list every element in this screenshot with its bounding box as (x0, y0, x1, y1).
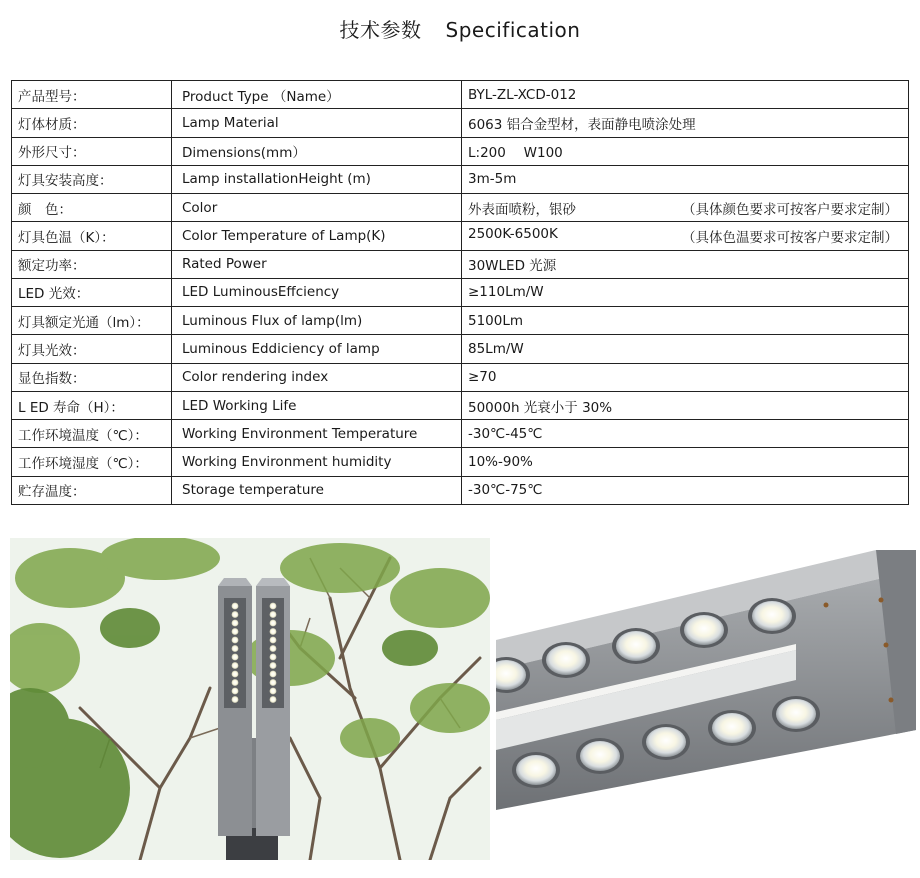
led-module-illustration (496, 550, 916, 810)
led-lens-icon (512, 752, 560, 788)
spec-value-cell (462, 194, 909, 222)
spec-row (12, 194, 909, 222)
spec-label-en: Luminous Eddiciency of lamp (172, 335, 462, 363)
spec-value-cell (462, 476, 909, 504)
spec-value: 10%-90% (468, 454, 533, 471)
spec-label-cn: 灯体材质： (12, 109, 172, 137)
spec-label-cn: 外形尺寸： (12, 137, 172, 165)
spec-value-cell (462, 165, 909, 193)
spec-label-en: LED Working Life (172, 391, 462, 419)
spec-label-en: Luminous Flux of lamp(lm) (172, 307, 462, 335)
led-module-closeup (496, 550, 916, 810)
spec-label-en: LED LuminousEffciency (172, 278, 462, 306)
led-lens-icon (642, 724, 690, 760)
spec-row (12, 250, 909, 278)
spec-label-cn: 产品型号： (12, 81, 172, 109)
spec-value-cell (462, 391, 909, 419)
spec-value: 50000h 光衰小于 30% (468, 399, 613, 416)
spec-value: -30℃-45℃ (468, 425, 543, 442)
led-lens-icon (612, 628, 660, 664)
spec-label-cn: 工作环境温度（℃）： (12, 420, 172, 448)
spec-value-cell (462, 109, 909, 137)
spec-label-cn: 工作环境湿度（℃）： (12, 448, 172, 476)
spec-label-cn: 灯具色温（K）： (12, 222, 172, 250)
spec-value: 2500K-6500K (468, 225, 558, 242)
spec-label-cn: 灯具额定光通（lm）： (12, 307, 172, 335)
led-icon (232, 620, 239, 627)
spec-label-cn: LED 光效： (12, 278, 172, 306)
spec-row (12, 448, 909, 476)
spec-value: ≥70 (468, 369, 497, 386)
spec-row (12, 363, 909, 391)
spec-value: 5100Lm (468, 312, 524, 329)
led-icon (270, 645, 277, 652)
spec-value: ≥110Lm/W (468, 284, 544, 301)
led-icon (232, 654, 239, 661)
spec-note: （具体色温要求可按客户要求定制） (682, 229, 898, 246)
led-icon (232, 611, 239, 618)
led-icon (232, 679, 239, 686)
spec-label-en: Working Environment Temperature (172, 420, 462, 448)
spec-value-cell (462, 278, 909, 306)
led-icon (232, 637, 239, 644)
spec-label-cn: 额定功率： (12, 250, 172, 278)
spec-label-en: Lamp Material (172, 109, 462, 137)
spec-value: 30WLED 光源 (468, 258, 557, 275)
spec-row (12, 165, 909, 193)
spec-row (12, 476, 909, 504)
spec-row (12, 391, 909, 419)
lamp-pole-illustration (10, 538, 490, 860)
spec-label-cn: 颜 色： (12, 194, 172, 222)
spec-label-cn: 灯具光效： (12, 335, 172, 363)
spec-value-cell (462, 307, 909, 335)
led-lens-icon (708, 710, 756, 746)
spec-row (12, 109, 909, 137)
spec-label-cn: 显色指数： (12, 363, 172, 391)
led-lens-icon (542, 642, 590, 678)
spec-row (12, 420, 909, 448)
spec-label-en: Storage temperature (172, 476, 462, 504)
led-icon (270, 654, 277, 661)
led-icon (270, 696, 277, 703)
led-icon (232, 645, 239, 652)
led-icon (270, 620, 277, 627)
title-cn: 技术参数 (339, 18, 422, 42)
spec-row (12, 81, 909, 109)
spec-row (12, 335, 909, 363)
spec-value-cell (462, 222, 909, 250)
spec-label-cn: L ED 寿命（H）： (12, 391, 172, 419)
spec-row (12, 222, 909, 250)
led-icon (270, 611, 277, 618)
lamp-pole-photo (10, 538, 490, 860)
title-en: Specification (445, 18, 581, 42)
spec-value-cell (462, 363, 909, 391)
spec-value: BYL-ZL-XCD-012 (468, 86, 577, 103)
led-lens-icon (680, 612, 728, 648)
spec-value-cell (462, 137, 909, 165)
spec-value-cell (462, 420, 909, 448)
spec-row (12, 137, 909, 165)
led-icon (270, 688, 277, 695)
led-icon (270, 671, 277, 678)
page-title (0, 14, 920, 43)
spec-table-body (12, 81, 909, 505)
led-icon (270, 603, 277, 610)
spec-label-en: Color rendering index (172, 363, 462, 391)
led-lens-icon (576, 738, 624, 774)
spec-label-cn: 灯具安装高度： (12, 165, 172, 193)
spec-row (12, 307, 909, 335)
spec-note: （具体颜色要求可按客户要求定制） (682, 201, 898, 218)
led-lens-icon (748, 598, 796, 634)
spec-value: 外表面喷粉，银砂 (468, 201, 576, 218)
led-icon (232, 662, 239, 669)
spec-label-en: Dimensions(mm） (172, 137, 462, 165)
led-icon (232, 603, 239, 610)
spec-row (12, 278, 909, 306)
spec-value-cell (462, 81, 909, 109)
spec-value-cell (462, 250, 909, 278)
led-icon (232, 688, 239, 695)
led-icon (232, 628, 239, 635)
led-icon (232, 696, 239, 703)
spec-value: 3m-5m (468, 171, 517, 188)
spec-label-en: Color Temperature of Lamp(K) (172, 222, 462, 250)
spec-label-en: Product Type （Name） (172, 81, 462, 109)
led-icon (270, 637, 277, 644)
led-lens-icon (772, 696, 820, 732)
spec-value: L:200 W100 (468, 145, 563, 162)
led-icon (270, 679, 277, 686)
spec-label-en: Color (172, 194, 462, 222)
spec-value: -30℃-75℃ (468, 482, 543, 499)
led-icon (232, 671, 239, 678)
spec-value-cell (462, 335, 909, 363)
spec-label-cn: 贮存温度： (12, 476, 172, 504)
led-icon (270, 628, 277, 635)
spec-value-cell (462, 448, 909, 476)
spec-table (11, 80, 909, 505)
spec-label-en: Working Environment humidity (172, 448, 462, 476)
spec-label-en: Rated Power (172, 250, 462, 278)
led-icon (270, 662, 277, 669)
spec-label-en: Lamp installationHeight (m) (172, 165, 462, 193)
spec-value: 6063 铝合金型材，表面静电喷涂处理 (468, 116, 696, 133)
spec-value: 85Lm/W (468, 341, 524, 358)
